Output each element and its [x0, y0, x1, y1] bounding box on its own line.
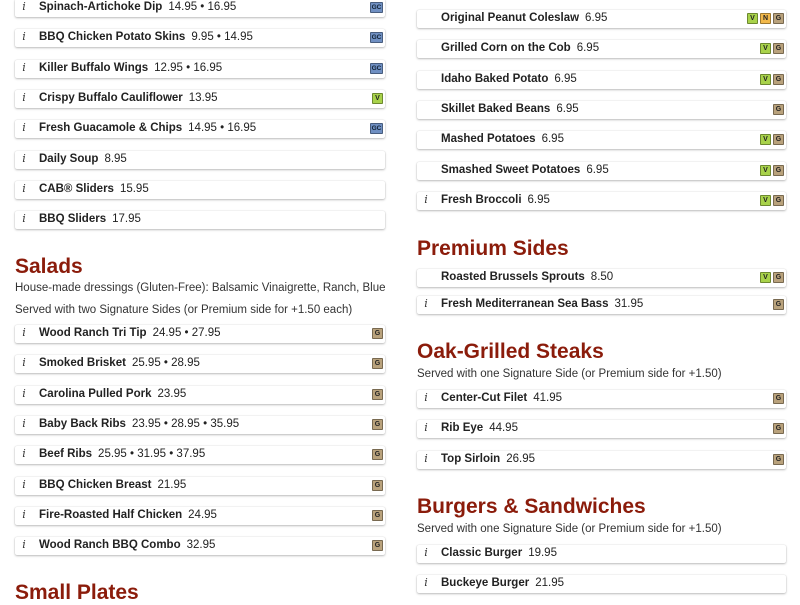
gluten-free-badge: G [773, 299, 784, 310]
menu-item-text [39, 357, 200, 369]
menu-item-text [39, 509, 217, 521]
dietary-badges [773, 423, 784, 434]
menu-item-name: Classic Burger [441, 547, 523, 559]
menu-item-text [441, 73, 577, 85]
dietary-badges [773, 104, 784, 115]
menu-item-name: Smoked Brisket [39, 357, 126, 370]
dietary-badges [760, 165, 784, 176]
dietary-badges [773, 454, 784, 465]
menu-item-name: Fire-Roasted Half Chicken [39, 508, 183, 521]
vegetarian-badge: V [760, 134, 771, 145]
menu-item-price: 8.50 [590, 271, 614, 283]
menu-item-name: Buckeye Burger [441, 577, 530, 589]
vegetarian-badge: V [747, 13, 758, 24]
menu-item-row[interactable] [15, 29, 385, 47]
menu-item-name: Top Sirloin [441, 452, 501, 465]
menu-item-price: 21.95 [157, 478, 187, 491]
menu-item-row[interactable] [417, 40, 786, 58]
menu-item-text [39, 213, 141, 225]
gluten-free-badge: G [773, 165, 784, 176]
steaks-sub: Served with one Signature Side (or Premium side for +1.50) [417, 368, 722, 380]
menu-item-text [39, 1, 236, 13]
menu-item-name: Original Peanut Coleslaw [441, 12, 580, 24]
gluten-conscious-badge: GC [371, 34, 382, 42]
menu-item-text [39, 122, 256, 134]
menu-item-name: CAB® Sliders [39, 182, 114, 195]
menu-item-name: Wood Ranch Tri Tip [39, 327, 147, 339]
menu-item-price: 6.95 [576, 42, 600, 55]
gluten-free-badge: G [372, 419, 383, 430]
gluten-free-badge: G [773, 74, 784, 85]
gluten-conscious-badge: GC [371, 64, 382, 72]
info-icon[interactable]: i [424, 421, 428, 435]
dietary-badges [773, 393, 784, 404]
menu-item-price: 21.95 [535, 577, 564, 589]
menu-item-text [39, 183, 149, 195]
menu-item-row[interactable] [15, 537, 385, 555]
menu-item-text [39, 153, 127, 165]
menu-item-price: 8.95 [104, 152, 127, 165]
gluten-conscious-badge: GC [371, 125, 382, 133]
menu-item-name: Mashed Potatoes [441, 133, 536, 146]
info-icon[interactable]: i [22, 326, 26, 339]
vegetarian-badge: V [760, 74, 771, 85]
menu-item-text [441, 422, 518, 434]
info-icon[interactable]: i [22, 60, 26, 74]
menu-item-row[interactable] [417, 451, 786, 469]
salads-dressings-note: House-made dressings (Gluten-Free): Balsamic Vinaigrette, Ranch, Blue [15, 282, 386, 294]
menu-item-name: Center-Cut Filet [441, 392, 528, 404]
menu-item-name: Rib Eye [441, 422, 484, 435]
menu-item-text [39, 448, 205, 460]
menu-item-price: 24.95 • 27.95 [152, 327, 221, 339]
menu-item-name: Baby Back Ribs [39, 417, 126, 430]
menu-item-text [39, 418, 239, 430]
info-icon[interactable]: i [424, 192, 428, 206]
menu-item-text [441, 547, 557, 559]
dietary-badges [372, 540, 383, 551]
menu-item-price: 15.95 [119, 182, 149, 195]
menu-item-row[interactable] [417, 71, 786, 89]
info-icon[interactable]: i [22, 416, 26, 430]
menu-item-price: 9.95 • 14.95 [191, 31, 253, 44]
salads-heading: Salads [15, 255, 83, 278]
menu-item-row[interactable] [417, 296, 786, 314]
premium-sides-heading: Premium Sides [417, 237, 569, 260]
menu-item-price: 17.95 [112, 213, 141, 226]
menu-item-price: 14.95 • 16.95 [188, 122, 257, 135]
menu-item-row[interactable] [15, 325, 385, 343]
menu-item-row[interactable] [15, 386, 385, 404]
menu-item-text [39, 92, 218, 104]
menu-item-name: Fresh Broccoli [441, 193, 522, 206]
menu-item-price: 14.95 • 16.95 [168, 1, 237, 13]
info-icon[interactable]: i [22, 212, 26, 226]
menu-item-name: Killer Buffalo Wings [39, 61, 149, 74]
gluten-free-badge: G [372, 389, 383, 400]
menu-item-price: 19.95 [528, 547, 557, 559]
menu-item-price: 6.95 [586, 163, 609, 176]
dietary-badges [372, 480, 383, 491]
menu-item-text [441, 194, 550, 206]
info-icon[interactable]: i [22, 356, 26, 370]
menu-item-name: Spinach-Artichoke Dip [39, 1, 163, 13]
menu-item-row[interactable] [417, 390, 786, 408]
gluten-free-badge: G [773, 195, 784, 206]
menu-item-price: 23.95 • 28.95 • 35.95 [131, 417, 240, 430]
info-icon[interactable]: i [424, 576, 428, 589]
info-icon[interactable]: i [22, 0, 26, 13]
vegetarian-badge: V [760, 165, 771, 176]
menu-item-row[interactable] [15, 90, 385, 108]
menu-item-text [441, 392, 562, 404]
dietary-badges [372, 328, 383, 339]
info-icon[interactable]: i [22, 386, 26, 400]
menu-item-name: Wood Ranch BBQ Combo [39, 539, 181, 552]
dietary-badges [372, 93, 383, 104]
dietary-badges [760, 43, 784, 54]
gluten-free-badge: G [372, 358, 383, 369]
menu-item-text [39, 327, 221, 339]
dietary-badges [747, 13, 784, 24]
menu-item-row[interactable] [15, 120, 385, 138]
menu-item-text [39, 388, 186, 400]
gluten-free-badge: G [372, 510, 383, 521]
menu-item-text [441, 164, 609, 176]
menu-item-text [441, 42, 599, 54]
menu-item-text [39, 31, 253, 43]
burgers-sub: Served with one Signature Side (or Premium side for +1.50) [417, 523, 722, 535]
gluten-free-badge: G [773, 454, 784, 465]
menu-item-row[interactable] [417, 269, 786, 287]
gluten-free-badge: G [372, 449, 383, 460]
dietary-badges [372, 449, 383, 460]
menu-item-text [39, 539, 215, 551]
menu-item-row[interactable] [15, 60, 385, 78]
dietary-badges [370, 123, 383, 134]
menu-item-row[interactable] [15, 0, 385, 17]
vegetarian-badge: V [760, 272, 771, 283]
menu-item-row[interactable] [15, 416, 385, 434]
info-icon[interactable]: i [424, 297, 428, 310]
vegetarian-badge: V [760, 43, 771, 54]
steaks-heading: Oak-Grilled Steaks [417, 340, 604, 363]
gluten-free-badge: G [372, 328, 383, 339]
menu-item-price: 31.95 [614, 298, 644, 310]
menu-item-price: 32.95 [186, 539, 216, 552]
info-icon[interactable]: i [424, 391, 428, 404]
menu-item-row[interactable] [417, 10, 786, 28]
gluten-free-badge: G [372, 540, 383, 551]
menu-item-text [441, 577, 564, 589]
info-icon[interactable]: i [22, 538, 26, 552]
gluten-conscious-badge: GC [371, 4, 382, 11]
menu-item-name: BBQ Sliders [39, 213, 107, 226]
menu-item-price: 6.95 [585, 12, 608, 24]
dietary-badges [760, 272, 784, 283]
menu-item-row[interactable] [15, 211, 385, 229]
dietary-badges [760, 134, 784, 145]
menu-item-price: 6.95 [554, 72, 577, 85]
menu-item-name: Fresh Guacamole & Chips [39, 122, 183, 135]
menu-item-row[interactable] [15, 355, 385, 373]
menu-item-name: Grilled Corn on the Cob [441, 42, 571, 55]
info-icon[interactable]: i [22, 447, 26, 461]
menu-item-text [441, 453, 535, 465]
dietary-badges [372, 510, 383, 521]
menu-item-price: 6.95 [527, 193, 550, 206]
menu-item-name: Daily Soup [39, 152, 99, 165]
menu-item-name: Fresh Mediterranean Sea Bass [441, 298, 609, 310]
menu-item-text [441, 103, 579, 115]
vegetarian-badge: V [760, 195, 771, 206]
burgers-heading: Burgers & Sandwiches [417, 495, 646, 518]
info-icon[interactable]: i [22, 507, 26, 521]
dietary-badges [372, 419, 383, 430]
menu-item-name: Crispy Buffalo Cauliflower [39, 91, 183, 104]
menu-item-row[interactable] [15, 181, 385, 199]
dietary-badges [760, 195, 784, 206]
menu-item-price: 12.95 • 16.95 [154, 61, 223, 74]
vegetarian-badge: V [372, 93, 383, 104]
menu-item-name: Idaho Baked Potato [441, 72, 549, 85]
dietary-badges [370, 32, 383, 43]
menu-item-price: 25.95 • 31.95 • 37.95 [98, 448, 206, 461]
menu-item-row[interactable] [417, 162, 786, 180]
menu-item-row[interactable] [15, 151, 385, 169]
menu-item-price: 25.95 • 28.95 [131, 357, 200, 370]
menu-item-text [441, 12, 607, 24]
menu-item-text [39, 479, 186, 491]
menu-item-name: Skillet Baked Beans [441, 102, 551, 115]
gluten-free-badge: G [773, 423, 784, 434]
salads-sides-note: Served with two Signature Sides (or Premium side for +1.50 each) [15, 304, 353, 316]
dietary-badges [372, 389, 383, 400]
info-icon[interactable]: i [22, 151, 26, 165]
menu-item-text [441, 298, 643, 310]
menu-item-name: Roasted Brussels Sprouts [441, 271, 585, 283]
menu-item-row[interactable] [417, 131, 786, 149]
gluten-free-badge: G [773, 104, 784, 115]
contains-nuts-badge: N [760, 13, 771, 24]
gluten-free-badge: G [773, 134, 784, 145]
small-plates-heading: Small Plates [15, 581, 139, 604]
dietary-badges [372, 358, 383, 369]
menu-item-row[interactable] [417, 545, 786, 563]
gluten-free-badge: G [773, 13, 784, 24]
dietary-badges [773, 299, 784, 310]
menu-item-price: 6.95 [541, 133, 564, 146]
menu-item-price: 26.95 [506, 452, 535, 465]
gluten-free-badge: G [773, 272, 784, 283]
info-icon[interactable]: i [22, 121, 26, 135]
menu-item-name: BBQ Chicken Breast [39, 478, 152, 491]
menu-item-row[interactable] [15, 507, 385, 525]
gluten-free-badge: G [773, 43, 784, 54]
info-icon[interactable]: i [22, 477, 26, 491]
menu-item-name: Carolina Pulled Pork [39, 387, 152, 400]
dietary-badges [370, 63, 383, 74]
menu-item-text [441, 271, 613, 283]
dietary-badges [370, 2, 383, 13]
menu-item-row[interactable] [15, 477, 385, 495]
gluten-free-badge: G [773, 393, 784, 404]
menu-item-name: Beef Ribs [39, 448, 93, 461]
info-icon[interactable]: i [424, 451, 428, 465]
menu-item-price: 41.95 [533, 392, 563, 404]
gluten-free-badge: G [372, 480, 383, 491]
info-icon[interactable]: i [22, 30, 26, 44]
menu-item-row[interactable] [417, 420, 786, 438]
menu-item-row[interactable] [417, 192, 786, 210]
info-icon[interactable]: i [424, 546, 428, 559]
menu-item-row[interactable] [417, 575, 786, 593]
menu-item-price: 23.95 [157, 387, 187, 400]
menu-item-row[interactable] [417, 101, 786, 119]
menu-item-price: 24.95 [188, 508, 217, 521]
menu-item-price: 6.95 [556, 102, 579, 115]
info-icon[interactable]: i [22, 181, 26, 195]
menu-item-name: Smashed Sweet Potatoes [441, 163, 581, 176]
menu-item-name: BBQ Chicken Potato Skins [39, 31, 186, 44]
dietary-badges [760, 74, 784, 85]
info-icon[interactable]: i [22, 90, 26, 104]
menu-item-row[interactable] [15, 446, 385, 464]
menu-item-price: 44.95 [489, 422, 518, 435]
menu-item-text [39, 62, 222, 74]
menu-item-text [441, 133, 564, 145]
menu-item-price: 13.95 [188, 91, 218, 104]
